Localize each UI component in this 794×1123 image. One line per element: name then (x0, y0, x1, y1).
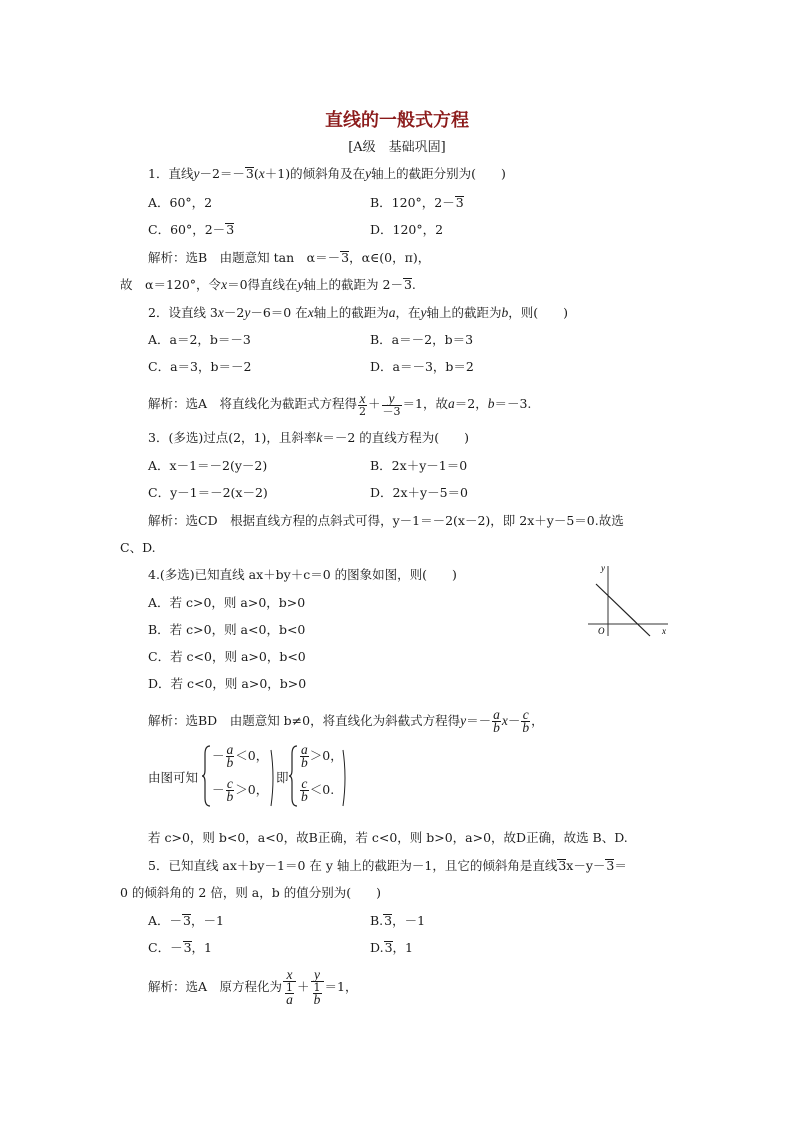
q5-stem-line1: 5．已知直线 ax＋by－1＝0 在 y 轴上的截距为－1，且它的倾斜角是直线3x－y－3＝ (148, 858, 627, 873)
x-axis-label: x (662, 626, 666, 636)
page-title: 直线的一般式方程 (325, 110, 469, 131)
q4-solution-ji: 即 (276, 770, 289, 785)
q4-solution-line1: 解析：选BD 由题意知 b≠0，将直线化为斜截式方程得y＝－ $\frac{a}{b}$ x－ $\frac{c}{b}$ ， (148, 707, 544, 735)
right-paren-2 (342, 748, 348, 808)
q5-option-b: B.3，－1 (370, 913, 426, 928)
line-graph-figure (588, 562, 672, 640)
q3-solution-line2: C、D. (120, 540, 156, 555)
q3-option-a: A．x－1＝－2(y－2) (148, 458, 268, 473)
section-subtitle: [A级 基础巩固] (348, 140, 446, 155)
q4-solution-line3: 若 c>0，则 b<0，a<0，故B正确，若 c<0，则 b>0，a>0，故D正确，故选 B、D. (148, 830, 628, 845)
q2-option-b: B．a＝－2，b＝3 (370, 332, 474, 347)
q5-option-c: C．－3，1 (148, 940, 212, 955)
q1-option-c: C．60°，2－3 (148, 222, 235, 237)
left-brace-1 (202, 744, 212, 808)
q3-option-d: D．2x＋y－5＝0 (370, 485, 468, 500)
q1-option-d: D．120°，2 (370, 222, 444, 237)
left-brace-2 (289, 744, 299, 808)
system1-row2: － $\frac{c}{b}$ ＞0， (212, 776, 269, 804)
q5-option-a: A．－3，－1 (148, 913, 224, 928)
q2-option-c: C．a＝3，b＝－2 (148, 359, 252, 374)
q4-option-c: C．若 c<0，则 a>0，b<0 (148, 649, 306, 664)
q1-option-a: A．60°，2 (148, 195, 213, 210)
q1-solution-line2: 故 α＝120°，令x＝0得直线在y轴上的截距为 2－3. (120, 277, 416, 292)
q2-stem: 2．设直线 3x－2y－6＝0 在x轴上的截距为a，在y轴上的截距为b，则( ) (148, 305, 569, 320)
q4-stem: 4.(多选)已知直线 ax＋by＋c＝0 的图象如图，则( ) (148, 567, 457, 582)
q3-stem: 3．(多选)过点(2，1)，且斜率k＝－2 的直线方程为( ) (148, 430, 470, 445)
q4-option-b: B．若 c>0，则 a<0，b<0 (148, 622, 306, 637)
system1-row1: － $\frac{a}{b}$ ＜0， (212, 742, 269, 770)
system2-row2: $\frac{c}{b}$ ＜0. (301, 776, 335, 804)
q5-stem-line2: 0 的倾斜角的 2 倍，则 a，b 的值分别为( ) (120, 885, 381, 900)
q3-solution-line1: 解析：选CD 根据直线方程的点斜式可得，y－1＝－2(x－2)，即 2x＋y－5＝0.故选 (148, 513, 624, 528)
system2-row1: $\frac{a}{b}$ ＞0， (301, 742, 343, 770)
q1-stem: 1．直线y－2＝－3(x＋1)的倾斜角及在y轴上的截距分别为( ) (148, 166, 506, 181)
q3-option-c: C．y－1＝－2(x－2) (148, 485, 268, 500)
q2-solution: 解析：选A 将直线化为截距式方程得 $\frac{x}{2}$ ＋ $\frac{y}{-3}$ ＝1，故a＝2，b＝－3. (148, 390, 532, 418)
q4-option-a: A．若 c>0，则 a>0，b>0 (148, 595, 306, 610)
q1-option-b: B．120°，2－3 (370, 195, 464, 210)
q4-solution-line2-label: 由图可知 (148, 770, 199, 785)
q1-solution-line1: 解析：选B 由题意知 tan α＝－3，α∈(0，π)， (148, 250, 431, 265)
q5-option-d: D.3，1 (370, 940, 413, 955)
q4-option-d: D．若 c<0，则 a>0，b>0 (148, 676, 307, 691)
q3-option-b: B．2x＋y－1＝0 (370, 458, 468, 473)
q5-solution: 解析：选A 原方程化为 $\frac{x}{\frac{1}{a}}$ ＋ $\frac{y}{\frac{1}{b}}$ ＝1， (148, 967, 358, 1007)
q2-option-d: D．a＝－3，b＝2 (370, 359, 474, 374)
origin-label: O (598, 626, 605, 636)
y-axis-label: y (601, 563, 605, 573)
q2-option-a: A．a＝2，b＝－3 (148, 332, 251, 347)
